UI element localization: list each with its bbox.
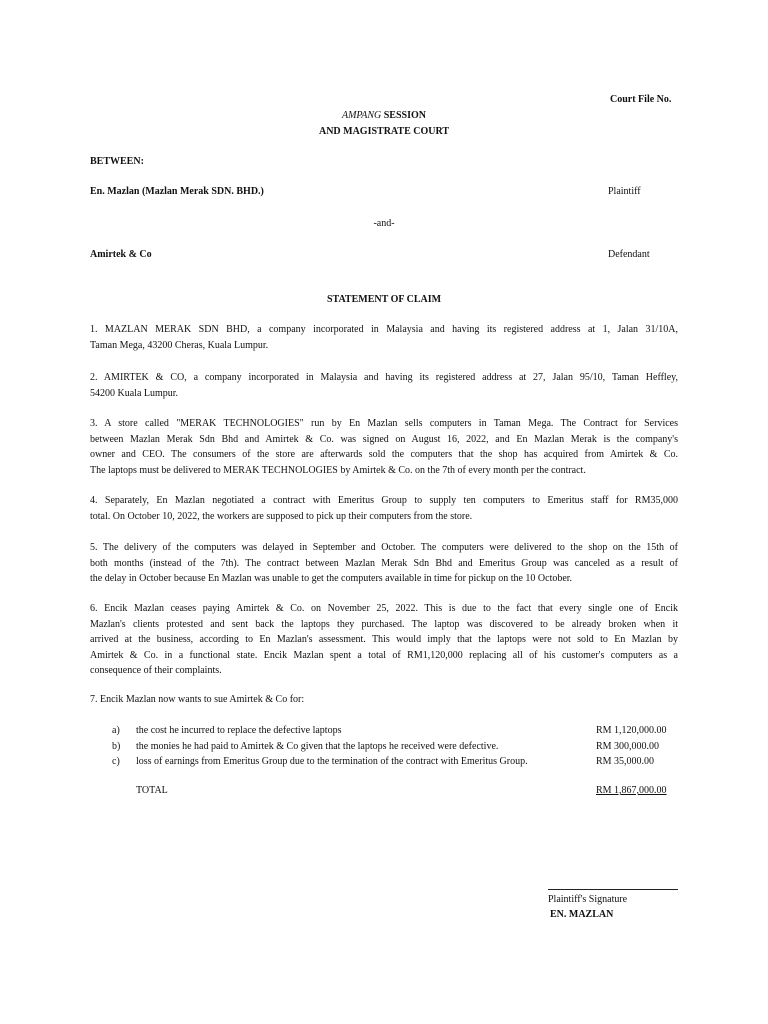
court-name	[0, 110, 768, 121]
defendant-role: Defendant	[608, 249, 650, 260]
claim-text-a: the cost he incurred to replace the defective laptops	[136, 725, 342, 736]
signature-name: EN. MAZLAN	[550, 909, 614, 920]
paragraph-line: consequence of their complaints.	[90, 665, 222, 676]
paragraph-line: Amirtek & Co. in a functional state. Encik Mazlan spent a total of RM1,120,000 replacing all of his customer's computers as a	[90, 649, 678, 661]
paragraph-line: 54200 Kuala Lumpur.	[90, 387, 179, 399]
court-file-no: Court File No.	[610, 94, 672, 105]
paragraph-line: Taman Mega, 43200 Cheras, Kuala Lumpur.	[90, 339, 269, 351]
paragraph-4	[90, 493, 678, 524]
paragraph-line: 2. AMIRTEK & CO, a company incorporated in Malaysia and having its registered address at 27, Jalan 95/10, Taman Heffley,	[90, 372, 678, 383]
paragraph-5	[90, 540, 678, 587]
paragraph-line: The laptops must be delivered to MERAK TECHNOLOGIES by Amirtek & Co. on the 7th of every month per the contract.	[90, 464, 586, 476]
paragraph-line: owner and CEO. The consumers of the store are afterwards sold the computers that the shop has acquired from Amirtek & Co.	[90, 449, 678, 460]
paragraph-line: 6. Encik Mazlan ceases paying Amirtek & Co. on November 25, 2022. This is due to the fact that every single one of Encik	[90, 603, 678, 614]
paragraph-line: 3. A store called "MERAK TECHNOLOGIES" run by En Mazlan sells computers in Taman Mega. The Contract for Services	[90, 418, 678, 429]
paragraph-line: 4. Separately, En Mazlan negotiated a contract with Emeritus Group to supply ten computers to Emeritus staff for RM35,000	[90, 495, 678, 506]
paragraph-line: total. On October 10, 2022, the workers are supposed to pick up their computers from the store.	[90, 510, 473, 522]
claim-amount-b: RM 300,000.00	[596, 741, 660, 752]
claim-letter-a: a)	[112, 725, 120, 736]
defendant-name: Amirtek & Co	[90, 249, 152, 260]
total-label: TOTAL	[136, 785, 168, 796]
paragraph-1	[90, 322, 678, 353]
claim-text-b: the monies he had paid to Amirtek & Co given that the laptops he received were defective.	[136, 741, 499, 752]
signature-line	[548, 889, 678, 890]
plaintiff-name: En. Mazlan (Mazlan Merak SDN. BHD.)	[90, 186, 264, 197]
claim-letter-c: c)	[112, 756, 120, 767]
between-label: BETWEEN:	[90, 156, 144, 167]
paragraph-line: both months (instead of the 7th). The contract between Mazlan Merak Sdn Bhd and Emeritus Group was canceled as a result of	[90, 557, 678, 569]
claim-letter-b: b)	[112, 741, 121, 752]
claim-amount-a: RM 1,120,000.00	[596, 725, 667, 736]
paragraph-line: arrived at the business, according to En Mazlan's assessment. This would imply that the laptops were not sold to En Mazlan by	[90, 634, 678, 645]
paragraph-line: the delay in October because En Mazlan was unable to get the computers available in time for pickup on the 10 October.	[90, 573, 573, 584]
court-name-line2: AND MAGISTRATE COURT	[318, 126, 450, 137]
plaintiff-role: Plaintiff	[608, 186, 641, 197]
paragraph-7: 7. Encik Mazlan now wants to sue Amirtek & Co for:	[90, 694, 305, 705]
statement-title: STATEMENT OF CLAIM	[326, 294, 442, 305]
court-location: AMPANG	[341, 110, 382, 121]
claim-text-c: loss of earnings from Emeritus Group due to the termination of the contract with Emeritus Group.	[136, 756, 528, 767]
paragraph-line: Mazlan's clients protested and sent back the laptops they purchased. The laptop was discovered to be already broken when it	[90, 618, 678, 630]
paragraph-line: 1. MAZLAN MERAK SDN BHD, a company incorporated in Malaysia and having its registered address at 1, Jalan 31/10A,	[90, 324, 678, 335]
paragraph-line: between Mazlan Merak Sdn Bhd and Amirtek & Co. was signed on August 16, 2022, and En Mazlan Merak is the company's	[90, 433, 678, 445]
paragraph-3	[90, 416, 678, 478]
and-separator: -and-	[373, 218, 395, 229]
paragraph-line: 5. The delivery of the computers was delayed in September and October. The computers were delivered to the shop on the 15th of	[90, 542, 678, 553]
paragraph-6	[90, 601, 678, 679]
court-session: SESSION	[381, 110, 426, 121]
signature-label: Plaintiff's Signature	[548, 894, 628, 905]
claim-amount-c: RM 35,000.00	[596, 756, 655, 767]
paragraph-2	[90, 370, 678, 401]
total-amount: RM 1,867,000.00	[596, 785, 667, 796]
